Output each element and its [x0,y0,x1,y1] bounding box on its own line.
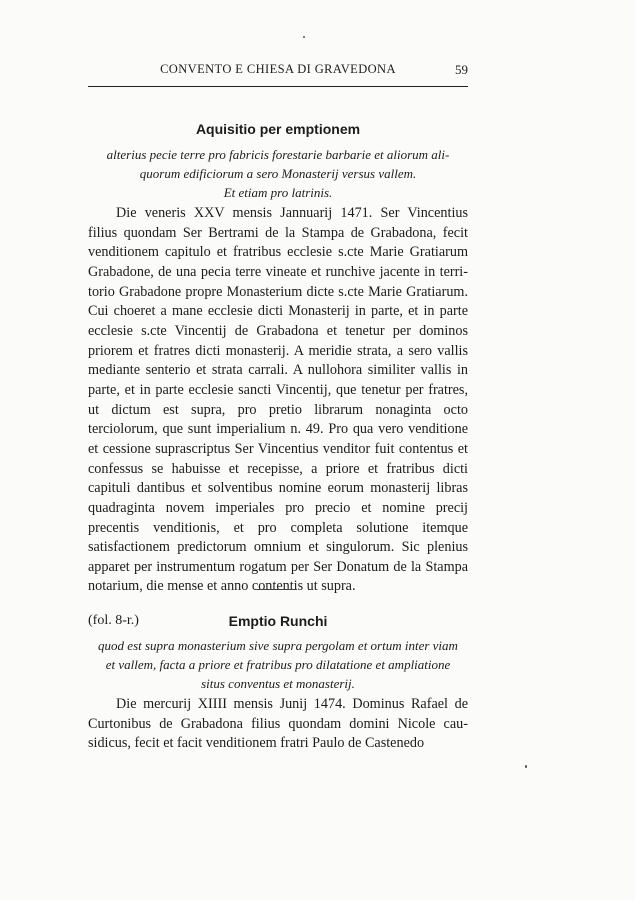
page-number: 59 [455,62,468,77]
section-subtitle-emptio-runchi [88,636,468,693]
subtitle-line: quorum edificiorum a sero Monasterij versus vallem. [139,166,417,181]
running-title: CONVENTO E CHIESA DI GRAVEDONA [160,62,396,76]
paper-speck [525,765,527,768]
page-header [88,58,468,84]
section-title-aquisitio: Aquisitio per emptionem [195,121,361,137]
folio-reference: (fol. 8-r.) [88,613,139,628]
subtitle-line: alterius pecie terre pro fabricis forestarie barbarie et aliorum ali- [106,147,450,162]
header-rule [88,86,468,87]
body-paragraph-emptio-runchi: Die mercurij XIIII mensis Junij 1474. Dominus Rafael de Curtonibus de Grabadona filius quondam domini Nicole causidicus, fecit et facit venditionem fratri Paulo de Castenedo [88,696,468,752]
subtitle-line: quod est supra monasterium sive supra pergolam et ortum inter viam [98,638,458,653]
subtitle-line: Et etiam pro latrinis. [223,185,333,200]
section-separator [257,589,297,590]
subtitle-line: situs conventus et monasterij. [201,676,355,691]
section-subtitle-aquisitio [88,145,468,202]
subtitle-line: et vallem, facta a priore et fratribus pro dilatatione et ampliatione [105,657,451,672]
paper-speck [303,36,305,38]
section-title-emptio-runchi: Emptio Runchi [228,613,328,629]
body-paragraph-aquisitio: Die veneris XXV mensis Jannuarij 1471. Ser Vincentius filius quondam Ser Bertrami de la Stampa de Grabadona, fecit venditionem capitulo et fratribus ecclesie s.cte Marie Gratiarum Grabadone, de una pecia terre vineate et runchive jacente in territorio Grabadone propre Monasterium dicte s.cte Marie Gratiarum. Cui choeret a mane ecclesie dicti Monasterij in parte, et in parte ecclesie s.cte Vincentij de Grabadona et tenetur per dominos priorem et fratres dicti monasterij. A meridie strata, a sero vallis mediante senterio et strata carrali. A nullohora similiter vallis in parte, et in parte ecclesie sancti Vincentij, que tenetur per fratres, ut dictum est supra, pro pretio librarum nonaginta octo terciolorum, que sunt imperialium n. 49. Pro qua vero venditione et cessione suprascriptus Ser Vincentius venditor fuit contentus et confessus se habuisse et recepisse, a priore et fratribus dicti capituli dantibus et solventibus nomine eorum monasterij libras quadraginta novem imperiales pro precio et nomine precij precentis venditionis, et pro completa solutione itemque satisfactionem predictorum omnium et singulorum. Sic plenius apparet per instrumentum rogatum per Ser Donatum de la Stampa notarium, die mense et anno contentis ut supra. [88,205,468,595]
